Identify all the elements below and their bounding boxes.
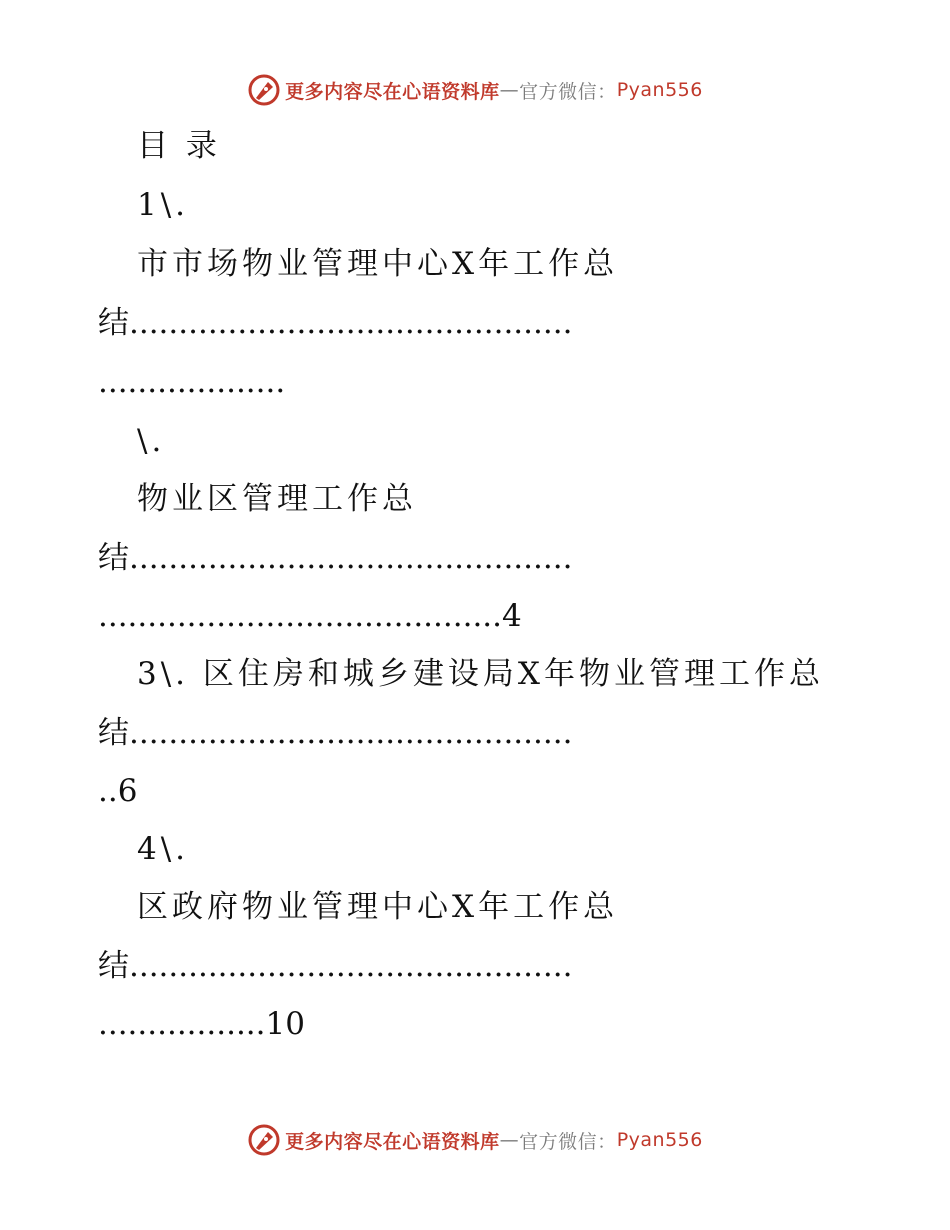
toc-line-2: 市市场物业管理中心X年工作总 [137,246,619,282]
pen-nib-icon [247,1123,281,1157]
watermark-title: 更多内容尽在心语资料库 [285,1130,500,1153]
toc-line-6: 物业区管理工作总 [137,481,417,517]
toc-line-11: ..6 [98,773,138,809]
watermark-title: 更多内容尽在心语资料库 [285,80,500,103]
toc-line-1: 1\. [137,187,190,223]
watermark-official-label: 官方微信： [519,1130,617,1153]
toc-line-14: 结............................................. [98,948,573,984]
watermark-dash: — [499,79,520,101]
toc-line-13: 区政府物业管理中心X年工作总 [137,889,619,925]
toc-line-5: \. [137,423,166,459]
toc-line-9: 3\. 区住房和城乡建设局X年物业管理工作总 [137,656,824,692]
watermark-dash: — [499,1129,520,1151]
toc-heading: 目 录 [137,128,221,164]
watermark-footer [0,1122,950,1158]
toc-line-12: 4\. [137,831,190,867]
pen-nib-icon [247,73,281,107]
toc-line-7: 结............................................. [98,540,573,576]
watermark-header [0,72,950,108]
watermark-wechat-id: Pyan556 [616,79,703,101]
watermark-official-label: 官方微信： [519,80,617,103]
watermark-wechat-id: Pyan556 [616,1129,703,1151]
toc-line-10: 结............................................. [98,715,573,751]
toc-line-15: .................10 [98,1006,305,1042]
toc-line-8: .........................................4 [98,598,522,634]
toc-line-3: 结............................................. [98,305,573,341]
toc-line-4: ................... [98,364,286,400]
